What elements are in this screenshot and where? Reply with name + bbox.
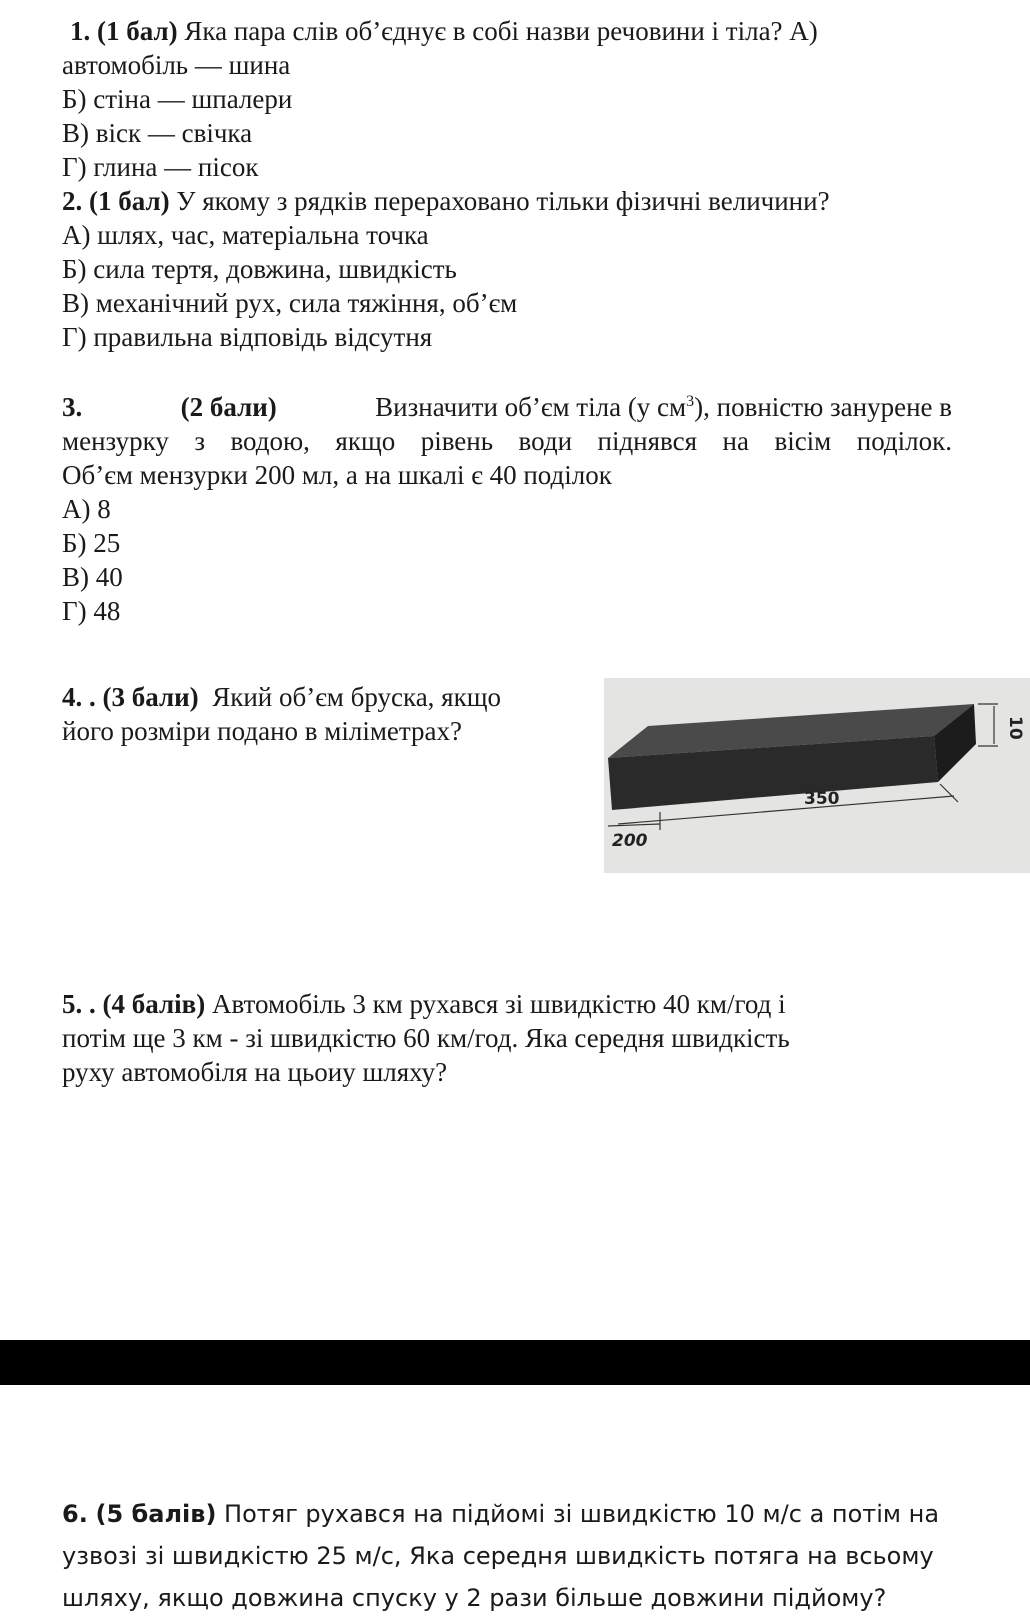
- q3-header: [62, 390, 952, 424]
- q2-number: 2.: [62, 186, 83, 216]
- q4-line2: його розміри подано в міліметрах?: [62, 716, 462, 746]
- redaction-bar: [0, 1340, 1030, 1385]
- q5-line3: руху автомобіля на цьоиу шляху?: [62, 1057, 448, 1087]
- q4-line1: Який об’єм бруска, якщо: [212, 682, 502, 712]
- q3-points: (2 бали): [180, 392, 277, 422]
- q3-number: 3.: [62, 392, 83, 422]
- q1-option-a: автомобіль — шина: [62, 50, 291, 80]
- q1-text: Яка пара слів об’єднує в собі назви речовини і тіла? А): [184, 16, 818, 46]
- q3-option-d: Г) 48: [62, 596, 121, 626]
- q3-option-c: В) 40: [62, 562, 123, 592]
- length-label: 350: [804, 789, 840, 809]
- q3-line3: Об’єм мензурки 200 мл, а на шкалі є 40 поділок: [62, 460, 612, 490]
- q5-line1: Автомобіль 3 км рухався зі швидкістю 40 км/год і: [211, 989, 786, 1019]
- q2-text: У якому з рядків перераховано тільки фізичні величини?: [176, 186, 830, 216]
- q1-option-c: В) віск — свічка: [62, 118, 253, 148]
- q1-points: (1 бал): [97, 16, 178, 46]
- q3-line2: мензурку з водою, якщо рівень води піднявся на вісім поділок.: [62, 426, 952, 456]
- bar-figure: [604, 678, 1030, 873]
- q3-line1-sup: 3: [686, 393, 695, 410]
- q5-header: [62, 987, 786, 1021]
- q2-option-b: Б) сила тертя, довжина, швидкість: [62, 254, 457, 284]
- q4-points: (3 бали): [102, 682, 199, 712]
- q2-option-d: Г) правильна відповідь відсутня: [62, 322, 433, 352]
- q2-points: (1 бал): [89, 186, 170, 216]
- q4-header: [62, 680, 501, 714]
- height-label: 10: [1005, 716, 1025, 740]
- q3-line1: [375, 390, 952, 424]
- q4-number: 4. .: [62, 682, 96, 712]
- q3-option-b: Б) 25: [62, 528, 121, 558]
- q6-line2: узвозі зі швидкістю 25 м/с, Яка середня швидкість потяга на всьому: [62, 1542, 934, 1570]
- q3-line1-a: Визначити об’єм тіла (у см: [375, 392, 687, 422]
- q6-header: [62, 1493, 939, 1535]
- q5-number: 5. .: [62, 989, 96, 1019]
- q6-line3: шляху, якщо довжина спуску у 2 рази більше довжини підйому?: [62, 1584, 887, 1612]
- q1-number: 1.: [70, 16, 91, 46]
- width-label: 200: [612, 831, 648, 851]
- q5-line2: потім ще 3 км - зі швидкістю 60 км/год. Яка середня швидкість: [62, 1023, 790, 1053]
- q1-option-b: Б) стіна — шпалери: [62, 84, 293, 114]
- q3-line1-b: ), повністю занурене в: [694, 392, 952, 422]
- q3-option-a: А) 8: [62, 494, 111, 524]
- q6-points: (5 балів): [95, 1500, 217, 1528]
- q6-line1: Потяг рухався на підйомі зі швидкістю 10 м/с а потім на: [224, 1500, 940, 1528]
- q2-header: [62, 184, 830, 218]
- q6-number: 6.: [62, 1500, 88, 1528]
- q5-points: (4 балів): [102, 989, 206, 1019]
- q2-option-c: В) механічний рух, сила тяжіння, об’єм: [62, 288, 518, 318]
- q2-option-a: А) шлях, час, матеріальна точка: [62, 220, 429, 250]
- q1-option-d: Г) глина — пісок: [62, 152, 259, 182]
- q1-header: [70, 14, 818, 48]
